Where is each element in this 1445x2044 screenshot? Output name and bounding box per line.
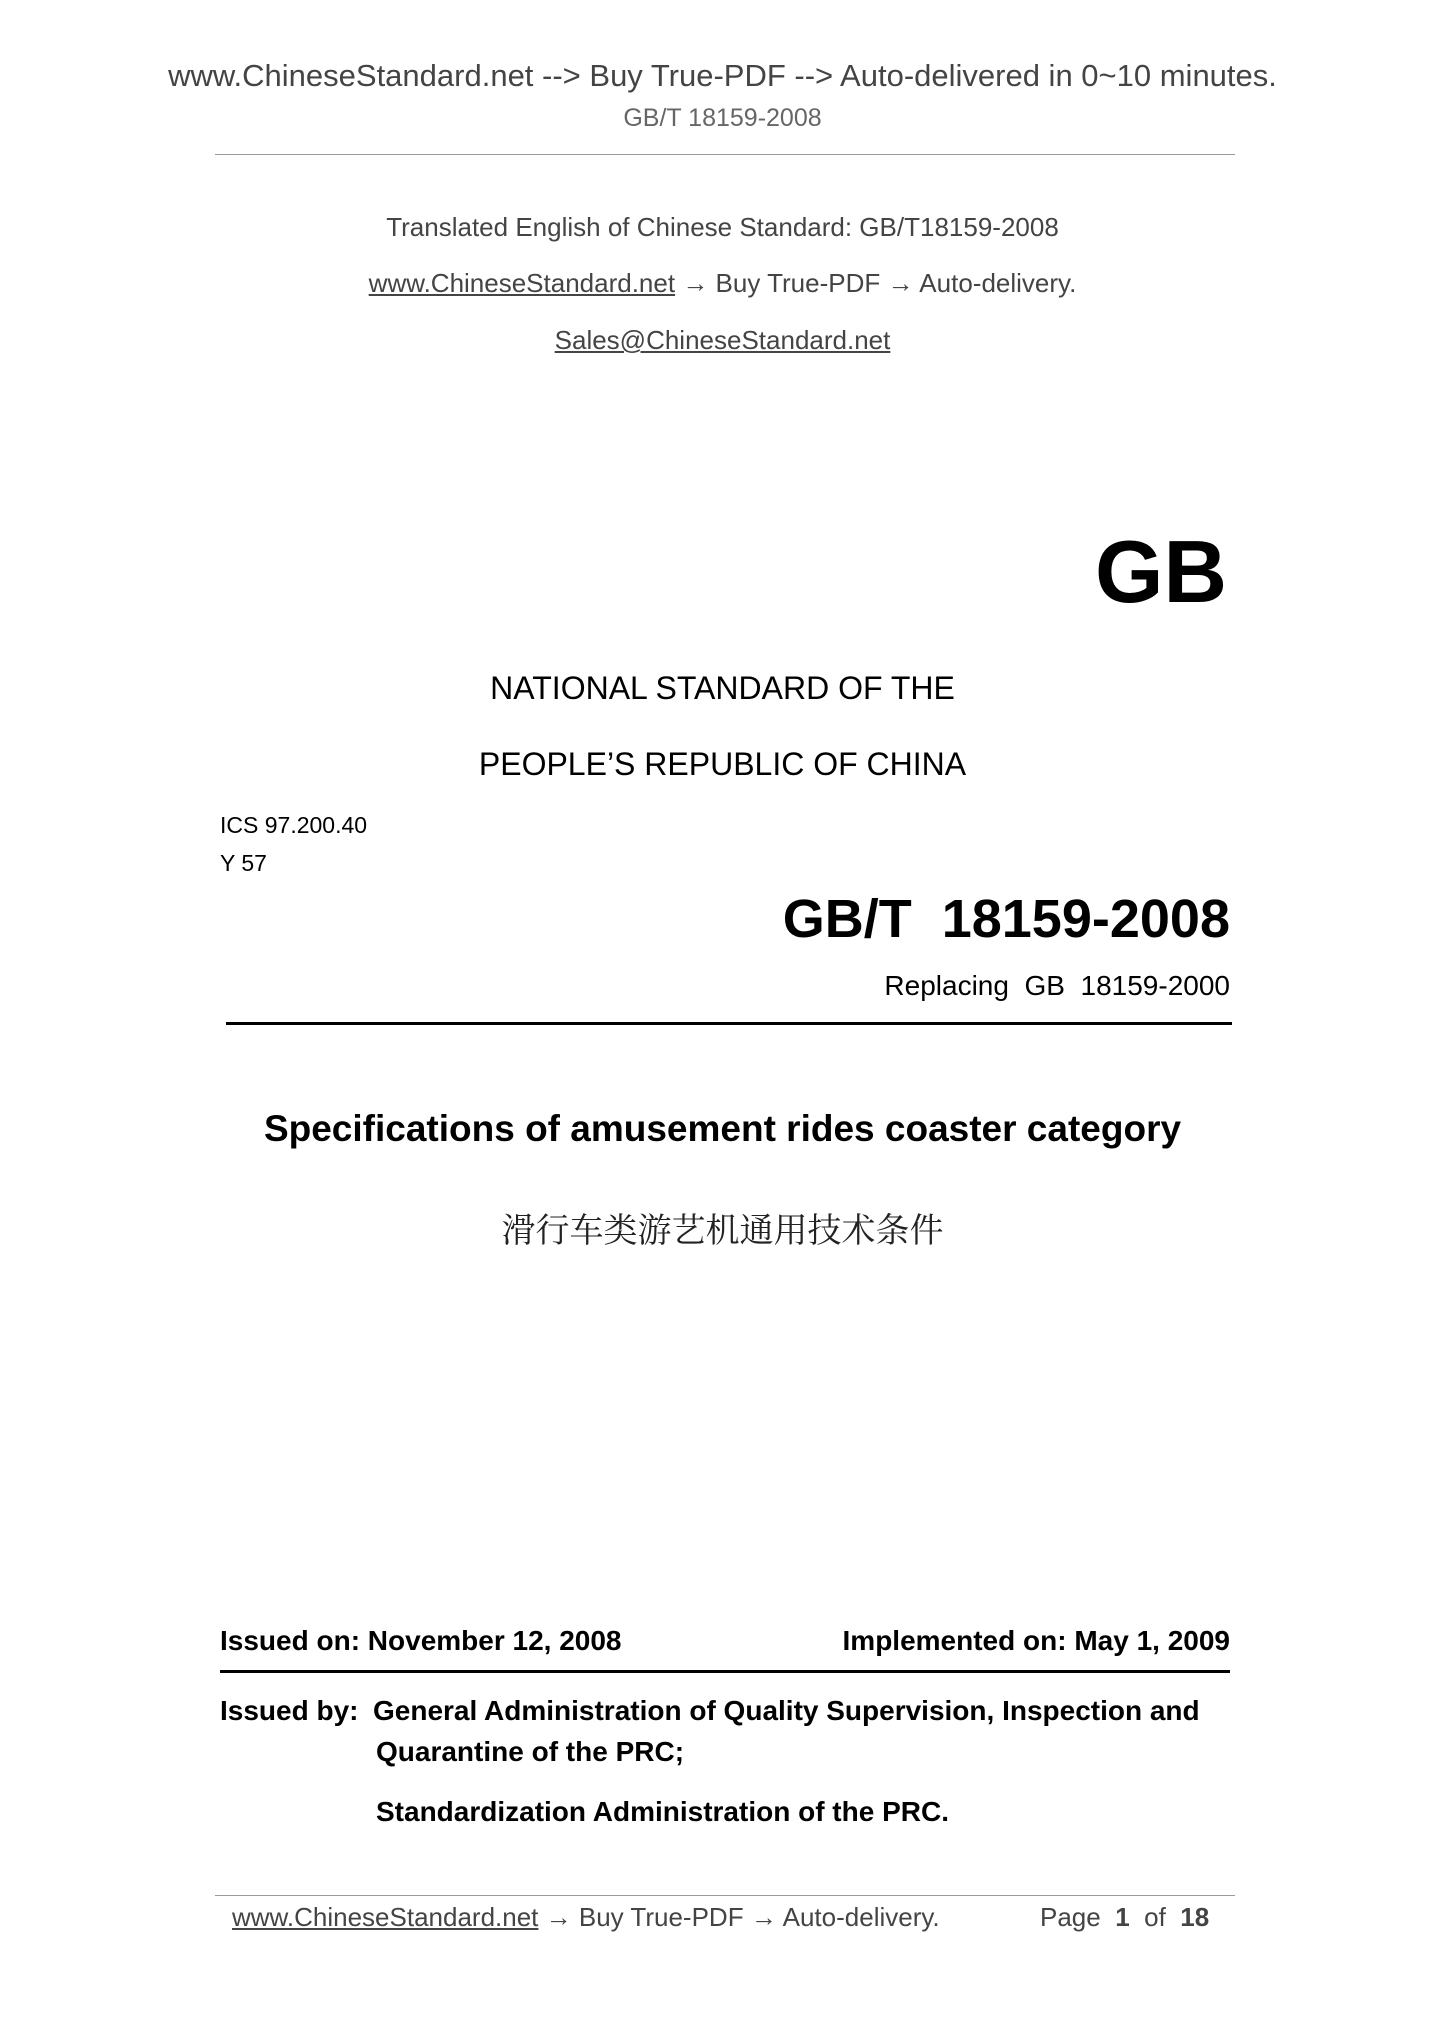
- page-label: Page: [1040, 1902, 1101, 1932]
- buy-text: Buy True-PDF: [715, 268, 881, 298]
- header-banner: www.ChineseStandard.net --> Buy True-PDF --> Auto-delivered in 0~10 minutes.: [168, 58, 1277, 93]
- issued-on: Issued on: November 12, 2008: [220, 1625, 622, 1656]
- footer-site-link[interactable]: www.ChineseStandard.net: [232, 1902, 539, 1932]
- of-label: of: [1144, 1902, 1166, 1932]
- arrow-icon: →: [887, 268, 914, 298]
- arrow-icon: →: [682, 268, 709, 298]
- issued-by-label: Issued by:: [220, 1695, 359, 1726]
- translated-line: Translated English of Chinese Standard: GB/T18159-2008: [386, 212, 1059, 242]
- header-code: GB/T 18159-2008: [623, 104, 822, 132]
- issued-by-line-2: Quarantine of the PRC;: [376, 1736, 685, 1767]
- promo-line: [0, 268, 1445, 299]
- title-chinese: 滑行车类游艺机通用技术条件: [501, 1211, 944, 1251]
- email-link[interactable]: Sales@ChineseStandard.net: [554, 325, 891, 355]
- delivery-text: Auto-delivery.: [919, 268, 1077, 298]
- footer-buy-text: Buy True-PDF: [578, 1902, 744, 1932]
- arrow-icon: →: [545, 1902, 572, 1932]
- footer-delivery-text: Auto-delivery.: [782, 1902, 940, 1932]
- gb-mark: GB: [1095, 522, 1227, 621]
- title-divider: [226, 1022, 1232, 1025]
- arrow-icon: →: [750, 1902, 777, 1932]
- issued-by-line-1: General Administration of Quality Supervision, Inspection and: [373, 1695, 1200, 1726]
- national-line-1: NATIONAL STANDARD OF THE: [490, 670, 955, 706]
- standard-number: GB/T 18159-2008: [782, 889, 1230, 949]
- ics-code: ICS 97.200.40: [220, 812, 368, 838]
- national-line-2: PEOPLE’S REPUBLIC OF CHINA: [478, 746, 967, 782]
- site-link[interactable]: www.ChineseStandard.net: [368, 268, 676, 298]
- page-number: 1: [1115, 1902, 1130, 1932]
- title-english: Specifications of amusement rides coaster category: [263, 1108, 1182, 1149]
- dates-divider: [220, 1670, 1230, 1673]
- header-divider: [215, 154, 1235, 155]
- issued-by-line-3: Standardization Administration of the PRC.: [376, 1796, 949, 1827]
- page-indicator: [1040, 1902, 1209, 1933]
- page-total: 18: [1180, 1902, 1210, 1932]
- email-line: [0, 325, 1445, 356]
- implemented-on: Implemented on: May 1, 2009: [842, 1625, 1230, 1656]
- footer-promo: [232, 1902, 940, 1933]
- replacing-line: Replacing GB 18159-2000: [884, 970, 1230, 1001]
- footer-divider: [215, 1895, 1235, 1896]
- y-code: Y 57: [220, 850, 267, 876]
